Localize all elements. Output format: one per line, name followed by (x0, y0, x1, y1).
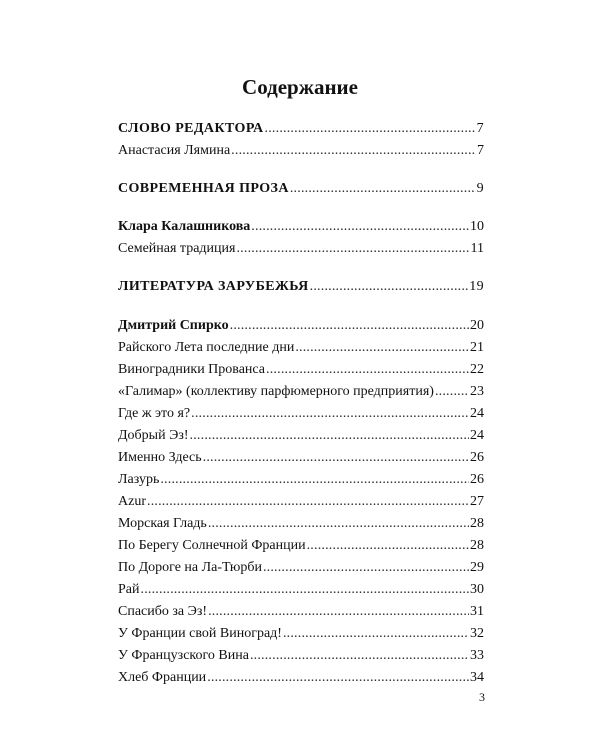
toc-entry[interactable] (118, 559, 484, 577)
toc-entry-page: 26 (470, 450, 484, 465)
toc-entry[interactable] (118, 537, 484, 555)
toc-entry-page: 24 (470, 406, 484, 421)
dot-leader (190, 427, 469, 445)
toc-entry[interactable] (118, 647, 484, 665)
dot-leader (160, 471, 469, 489)
toc-entry-label: У Французского Вина (118, 648, 249, 663)
toc-entry[interactable] (118, 405, 484, 423)
toc-entry-label: Хлеб Франции (118, 670, 207, 685)
table-of-contents (118, 0, 484, 750)
toc-entry-label: Виноградники Прованса (118, 362, 266, 377)
toc-entry-label: ЛИТЕРАТУРА ЗАРУБЕЖЬЯ (118, 279, 309, 294)
toc-entry-label: По Берегу Солнечной Франции (118, 538, 306, 553)
toc-entry-page: 26 (470, 472, 484, 487)
toc-entry[interactable] (118, 142, 484, 160)
toc-entry-label: Azur (118, 494, 146, 509)
toc-entry-label: Рай (118, 582, 140, 597)
toc-entry-section-editor[interactable] (118, 120, 484, 138)
dot-leader (283, 625, 469, 643)
toc-entry-page: 24 (470, 428, 484, 443)
toc-entry-label: «Галимар» (коллективу парфюмерного предприятия) (118, 384, 434, 399)
toc-entry-page: 28 (470, 516, 484, 531)
toc-entry[interactable] (118, 361, 484, 379)
toc-entry-page: 30 (470, 582, 484, 597)
toc-entry-page: 20 (470, 318, 484, 333)
toc-entry-label: Дмитрий Спирко (118, 318, 229, 333)
toc-entry[interactable] (118, 669, 484, 687)
toc-entry[interactable] (118, 427, 484, 445)
dot-leader (207, 669, 469, 687)
toc-entry-label: Анастасия Лямина (118, 143, 231, 158)
toc-entry-page: 34 (470, 670, 484, 685)
dot-leader (266, 361, 469, 379)
toc-entry-label: Райского Лета последние дни (118, 340, 295, 355)
toc-entry-page: 11 (470, 241, 484, 256)
dot-leader (191, 405, 469, 423)
page-number: 3 (479, 690, 485, 704)
toc-entry-label: По Дороге на Ла-Тюрби (118, 560, 262, 575)
dot-leader (307, 537, 469, 555)
toc-entry-label: СЛОВО РЕДАКТОРА (118, 121, 264, 136)
toc-entry[interactable] (118, 383, 484, 401)
toc-entry[interactable] (118, 240, 484, 258)
dot-leader (208, 603, 469, 621)
toc-entry-page: 29 (470, 560, 484, 575)
toc-entry[interactable] (118, 493, 484, 511)
toc-entry[interactable] (118, 581, 484, 599)
dot-leader (295, 339, 469, 357)
toc-entry-page: 7 (477, 143, 484, 158)
dot-leader (236, 240, 469, 258)
toc-entry-page: 32 (470, 626, 484, 641)
dot-leader (435, 383, 469, 401)
dot-leader (208, 515, 469, 533)
toc-entry-label: Где ж это я? (118, 406, 191, 421)
toc-entry[interactable] (118, 603, 484, 621)
toc-entry-label: Добрый Эз! (118, 428, 189, 443)
toc-entry-page: 22 (470, 362, 484, 377)
toc-entry-page: 33 (470, 648, 484, 663)
dot-leader (251, 218, 469, 236)
toc-entry-author[interactable] (118, 218, 484, 236)
toc-entry[interactable] (118, 625, 484, 643)
toc-entry-page: 27 (470, 494, 484, 509)
dot-leader (310, 278, 469, 296)
dot-leader (263, 559, 469, 577)
toc-entry-label: Семейная традиция (118, 241, 236, 256)
toc-entry-page: 10 (470, 219, 484, 234)
toc-entry-page: 7 (476, 121, 484, 136)
toc-entry-label: Спасибо за Эз! (118, 604, 208, 619)
toc-entry-section-foreign[interactable] (118, 278, 484, 296)
dot-leader (230, 317, 469, 335)
dot-leader (141, 581, 470, 599)
toc-entry[interactable] (118, 515, 484, 533)
toc-entry-page: 31 (470, 604, 484, 619)
page-title: Содержание (242, 75, 358, 99)
toc-entry-page: 23 (470, 384, 484, 399)
toc-entry[interactable] (118, 339, 484, 357)
toc-entry-label: СОВРЕМЕННАЯ ПРОЗА (118, 181, 289, 196)
dot-leader (203, 449, 469, 467)
toc-entry-label: Лазурь (118, 472, 160, 487)
toc-entry[interactable] (118, 471, 484, 489)
dot-leader (250, 647, 469, 665)
toc-entry-page: 28 (470, 538, 484, 553)
toc-entry-label: Клара Калашникова (118, 219, 251, 234)
dot-leader (265, 120, 476, 138)
dot-leader (231, 142, 476, 160)
toc-entry-section-prose[interactable] (118, 180, 484, 198)
toc-entry-page: 19 (469, 279, 484, 294)
toc-entry-label: Морская Гладь (118, 516, 207, 531)
dot-leader (147, 493, 469, 511)
toc-entry[interactable] (118, 449, 484, 467)
toc-entry-label: Именно Здесь (118, 450, 202, 465)
dot-leader (290, 180, 476, 198)
toc-entry-page: 9 (476, 181, 484, 196)
toc-entry-page: 21 (470, 340, 484, 355)
toc-entry-author[interactable] (118, 317, 484, 335)
toc-entry-label: У Франции свой Виноград! (118, 626, 282, 641)
